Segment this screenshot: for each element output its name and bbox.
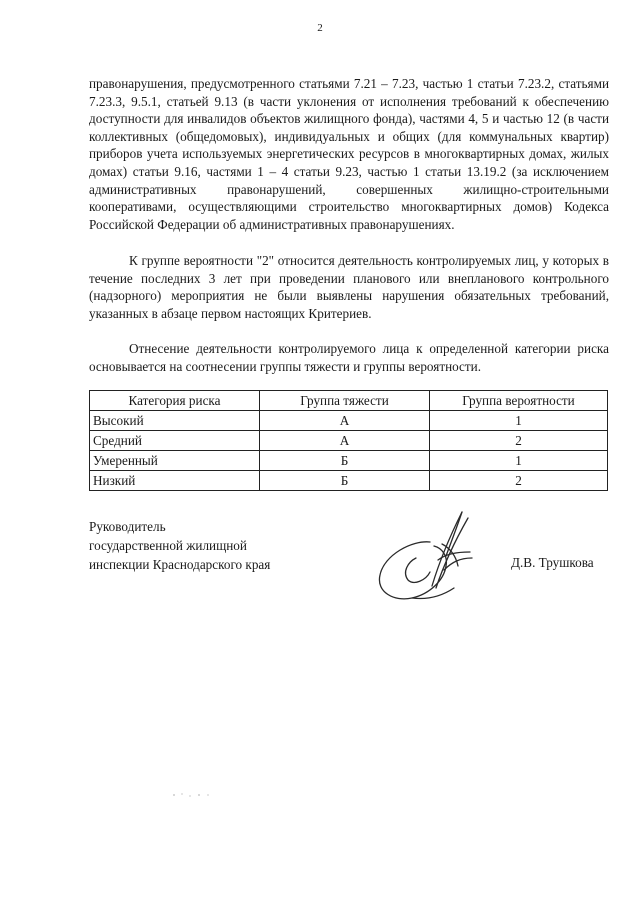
probability-group-cell: 1: [430, 451, 608, 471]
paragraph-probability-group: [89, 252, 609, 322]
paragraph-continuation: [89, 75, 609, 233]
signer-title-line: инспекции Краснодарского края: [89, 557, 271, 572]
paragraph-text: правонарушения, предусмотренного статьями 7.21 – 7.23, частью 1 статьи 7.23.2, статьями 7.23.3, 9.5.1, статьей 9.13 (в части уклонения от исполнения требований к обеспечению доступности для инвалидов объектов жилищного фонда), частями 4, 5 и частью 12 (в части коллективных (общедомовых), индивидуальных и общих (для коммунальных квартир) приборов учета используемых энергетических ресурсов в многоквартирных домах, жилых домах) статьи 9.16, частями 1 – 4 статьи 9.23, частью 1 статьи 13.19.2 (за исключением административных правонарушений, совершенных жилищно-строительными кооперативами, осуществляющими строительство многоквартирных домов) Кодекса Российской Федерации об административных правонарушениях.: [89, 76, 609, 232]
risk-category-cell: Средний: [90, 431, 260, 451]
probability-group-cell: 2: [430, 471, 608, 491]
risk-category-cell: Умеренный: [90, 451, 260, 471]
signer-title-line: государственной жилищной: [89, 538, 247, 553]
signer-title: [89, 517, 270, 574]
page-number: 2: [317, 22, 323, 34]
severity-group-cell: Б: [260, 451, 430, 471]
risk-category-cell: Низкий: [90, 471, 260, 491]
risk-category-table: [89, 390, 608, 491]
probability-group-cell: 2: [430, 431, 608, 451]
header-severity-group: Группа тяжести: [260, 391, 430, 411]
signer-title-line: Руководитель: [89, 519, 166, 534]
scan-specks-icon: [170, 790, 220, 800]
severity-group-cell: А: [260, 411, 430, 431]
header-risk-category: Категория риска: [90, 391, 260, 411]
table-row: [90, 431, 608, 451]
handwritten-signature-icon: [372, 500, 482, 610]
paragraph-risk-assignment: [89, 340, 609, 375]
severity-group-cell: Б: [260, 471, 430, 491]
table-row: [90, 451, 608, 471]
header-probability-group: Группа вероятности: [430, 391, 608, 411]
table-header-row: [90, 391, 608, 411]
risk-category-cell: Высокий: [90, 411, 260, 431]
severity-group-cell: А: [260, 431, 430, 451]
table-row: [90, 471, 608, 491]
table-row: [90, 411, 608, 431]
signer-name: Д.В. Трушкова: [511, 555, 594, 570]
probability-group-cell: 1: [430, 411, 608, 431]
paragraph-text: Отнесение деятельности контролируемого лица к определенной категории риска основывается на соотнесении группы тяжести и группы вероятности.: [89, 341, 609, 374]
paragraph-text: К группе вероятности "2" относится деятельность контролируемых лиц, у которых в течение последних 3 лет при проведении планового или внепланового контрольного (надзорного) мероприятия не были выявлены нарушения обязательных требований, указанных в абзаце первом настоящих Критериев.: [89, 253, 609, 321]
